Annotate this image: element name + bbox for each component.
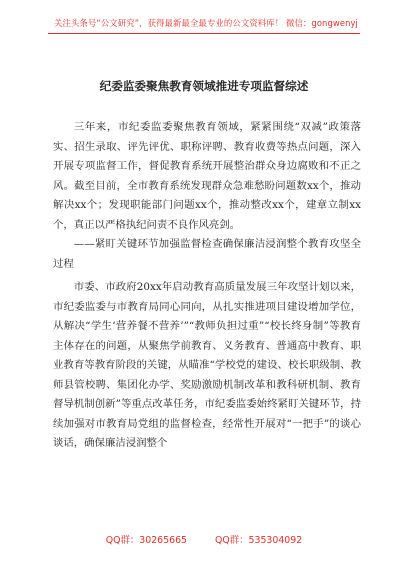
footer-qq-group-1: QQ群：30265665 — [105, 535, 188, 546]
paragraph-body: 市委、市政府20xx年启动教育高质量发展三年攻坚计划以来，市纪委监委与市教育局同心同向，从扎实推进项目建设增加学位，从解决“学生‘营养餐不营养’”“教师负担过重”“校长终身制”等教育主体存在的问题，从聚焦学前教育、义务教育、普通高中教育、职业教育等教育阶段的关键，从瞄准“学校党的建设、校长职级制、教师县管校聘、集团化办学、奖励激励机制改革和教科研机制、教育督导机制创新”等重点改革任务，市纪委监委始终紧盯关键环节，持续加强对市教育局党组的监督检查，经常性开展对“一把手”的谈心谈话，确保廉洁浸润整个 — [53, 281, 361, 449]
paragraph-intro: 三年来，市纪委监委聚焦教育领域，紧紧围绕“双减”政策落实、招生录取、评先评优、职称评聘、教育收费等热点问题，深入开展专项监督工作，督促教育系统开展整治群众身边腐败和不正之风。截至目前，全市教育系统发现群众急难愁盼问题数xx个，推动解决xx个；发现职能部门问题xx个，推动整改xx个，建章立制xx个，真正以严格执纪问责不良作风亮剑。 — [53, 121, 361, 231]
document-title: 纪委监委聚焦教育领域推进专项监督综述 — [99, 79, 309, 93]
footer-contact — [0, 532, 408, 546]
header-banner: 关注头条号“公文研究”，获得最新最全最专业的公文资料库！ 微信：gongwenyj — [54, 18, 358, 28]
section-heading: ——紧盯关键环节加强监督检查确保廉洁浸润整个教育攻坚全过程 — [53, 238, 361, 270]
header-divider — [48, 33, 360, 34]
document-body — [53, 118, 361, 454]
footer-qq-group-2: QQ群：535304092 — [215, 535, 303, 546]
